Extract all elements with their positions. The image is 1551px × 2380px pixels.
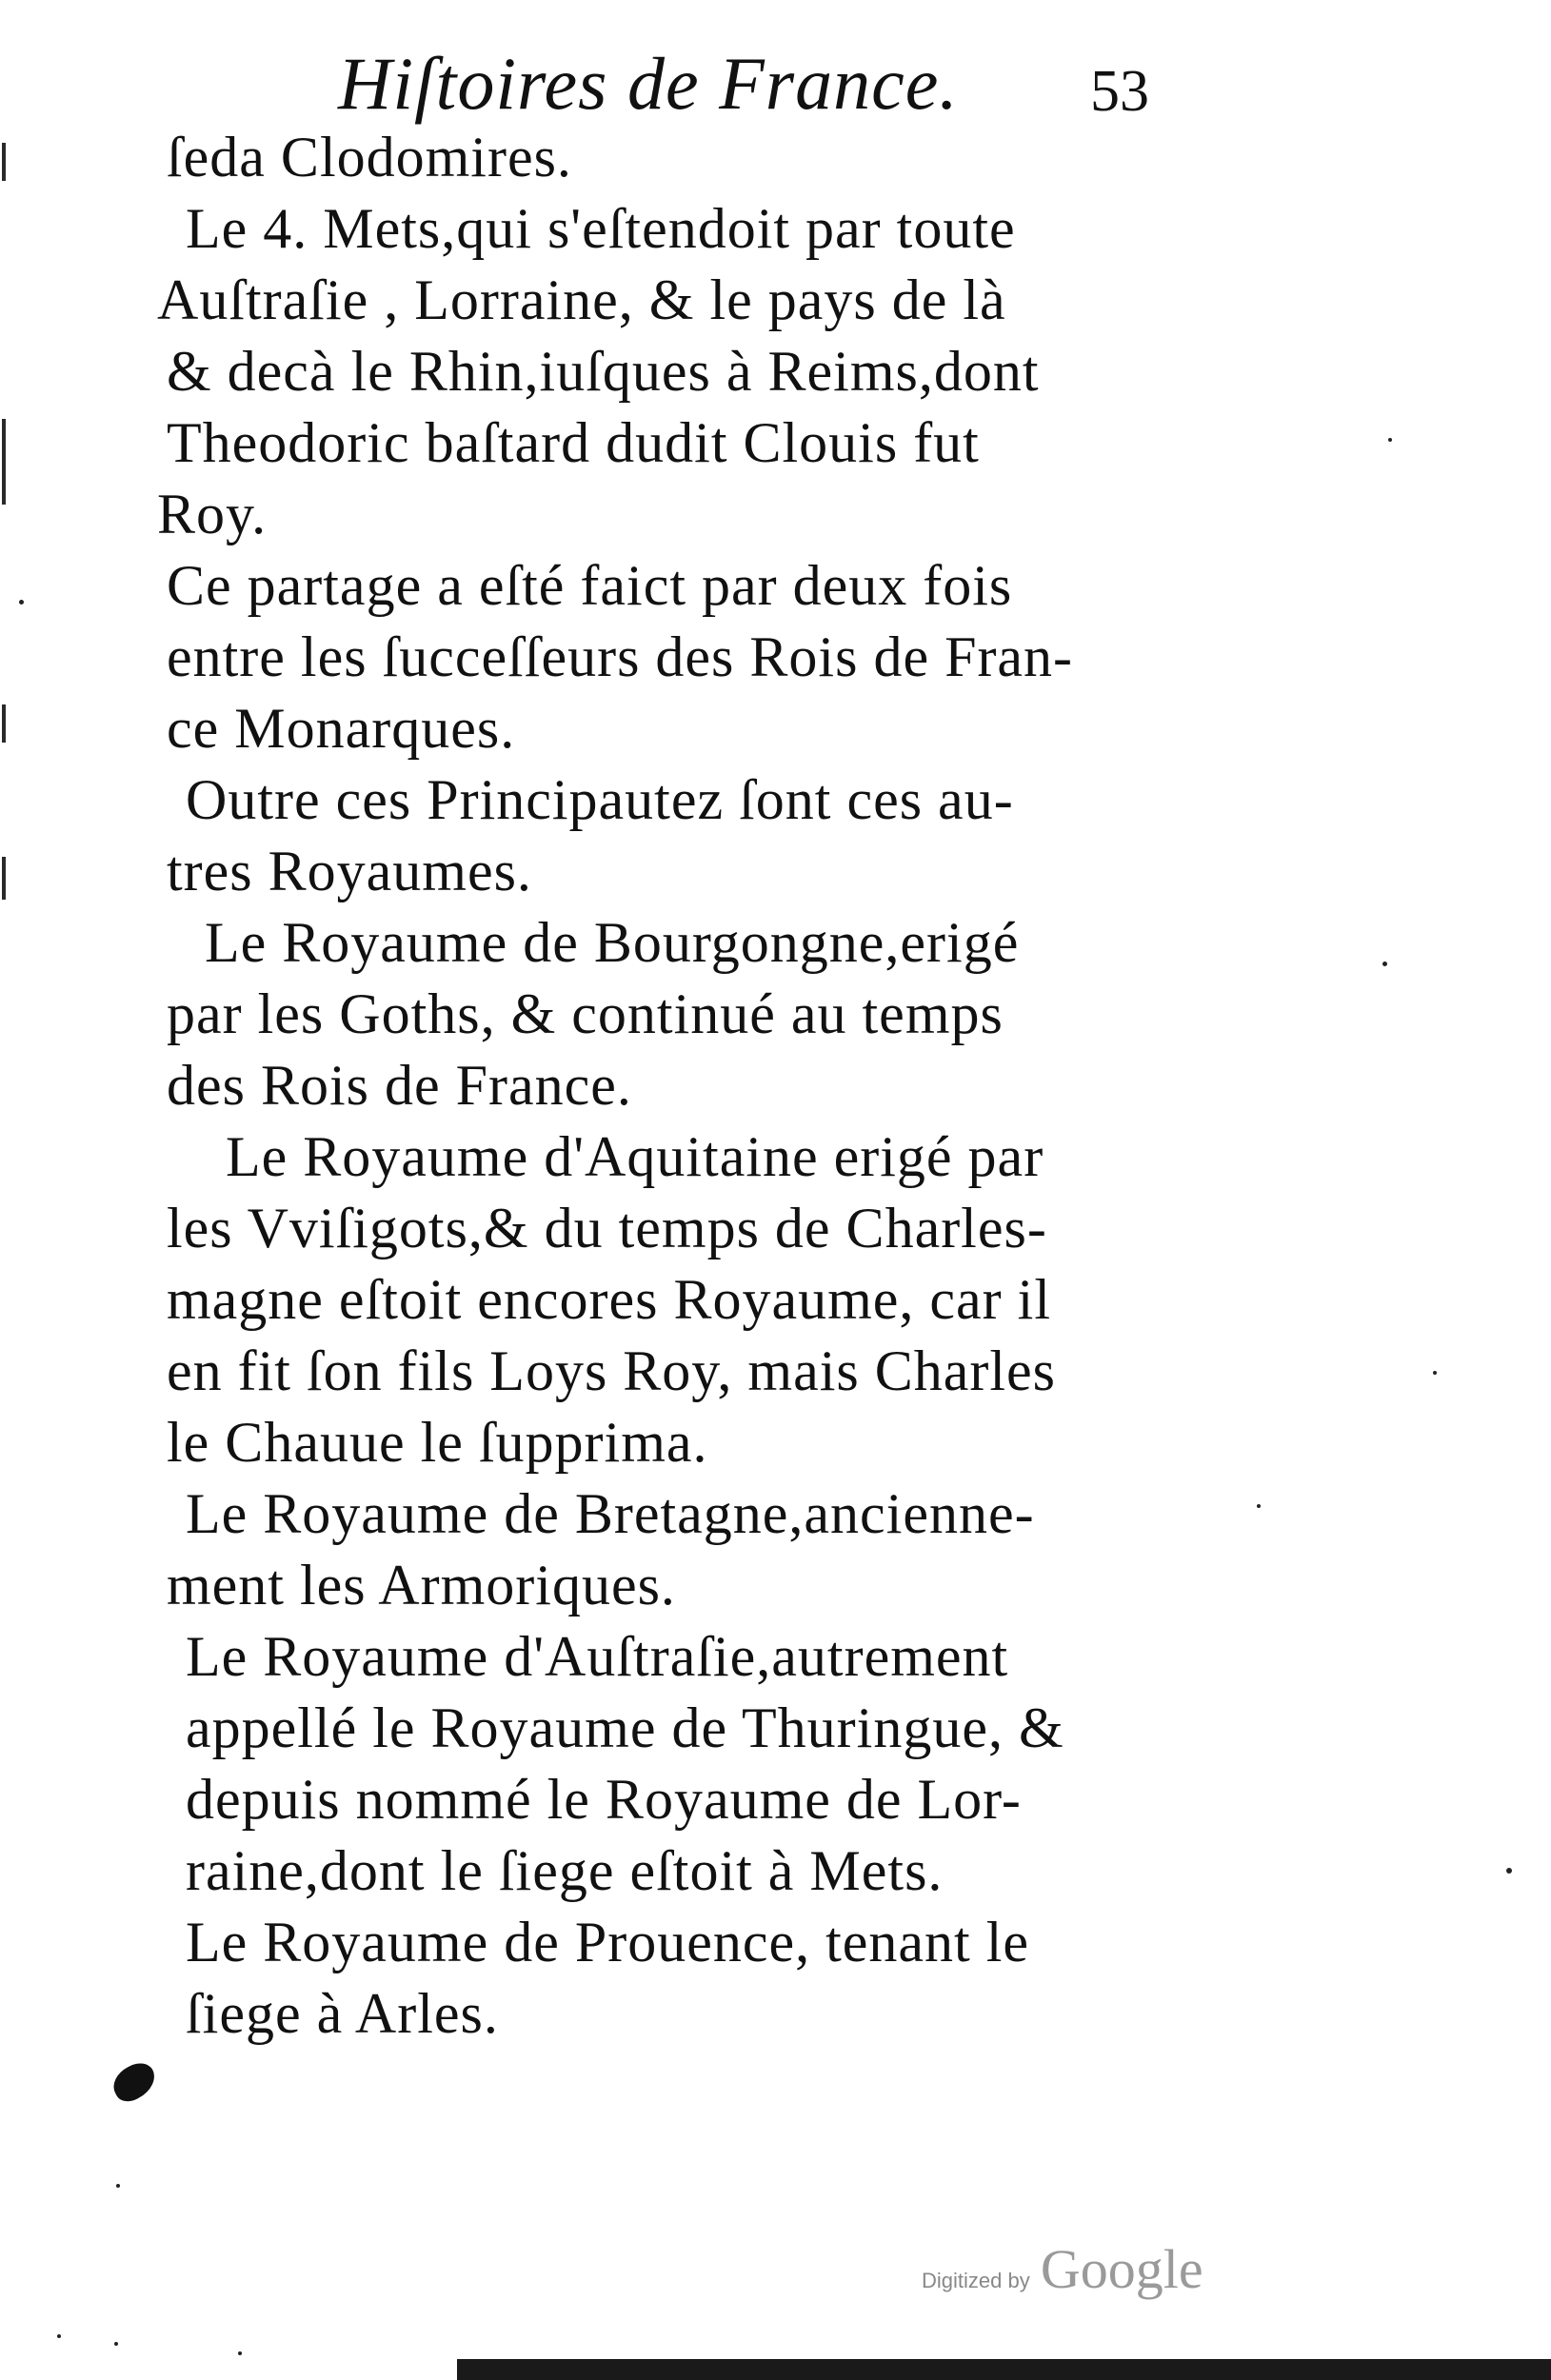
text-line: les Vviſigots,& du temps de Charles- [167,1197,1047,1259]
ink-speck [116,2184,120,2188]
digitized-by-label: Digitized by [922,2269,1030,2292]
page-edge-mark [2,419,6,505]
ink-speck [57,2334,61,2338]
text-line: Auſtraſie , Lorraine, & le pays de là [157,268,1006,331]
ink-blot-mark [108,2057,162,2107]
ink-speck [1388,438,1392,442]
page-bottom-shadow [457,2359,1551,2380]
ink-speck [19,600,24,605]
text-line: ſeda Clodomires. [167,126,572,188]
text-line: Outre ces Principautez ſont ces au- [186,768,1014,831]
running-head [338,36,1214,131]
text-line: le Chauue le ſupprima. [167,1411,708,1474]
text-line: Theodoric baſtard dudit Clouis fut [167,411,980,474]
text-line: Roy. [157,483,268,545]
text-line: entre les ſucceſſeurs des Rois de Fran- [167,625,1074,688]
text-line: & decà le Rhin,iuſques à Reims,dont [167,340,1040,403]
text-line: depuis nommé le Royaume de Lor- [186,1768,1022,1831]
text-line: ſiege à Arles. [186,1982,499,2045]
text-line: Le Royaume d'Aquitaine erigé par [226,1125,1044,1188]
ink-speck [114,2342,118,2346]
google-logo-text: Google [1040,2238,1203,2300]
page-edge-mark [2,143,6,181]
text-line: ce Monarques. [167,697,516,760]
body-text [157,122,1214,2050]
text-line: ment les Armoriques. [167,1554,676,1616]
text-line: Le Royaume de Bretagne,ancienne- [186,1482,1035,1545]
text-line: Le Royaume d'Auſtraſie,autrement [186,1625,1009,1688]
page-edge-mark [2,857,6,900]
text-line: Le Royaume de Bourgongne,erigé [205,911,1020,974]
text-line: par les Goths, & continué au temps [167,982,1004,1045]
running-title: Hiſtoires de France. [338,42,959,125]
text-line: Ce partage a eſté faict par deux fois [167,554,1013,617]
text-line: Le 4. Mets,qui s'eſtendoit par toute [186,197,1016,260]
ink-speck [1433,1371,1437,1375]
ink-speck [1257,1504,1261,1508]
ink-speck [238,2351,242,2355]
text-line: en fit ſon fils Loys Roy, mais Charles [167,1339,1057,1402]
text-line: appellé le Royaume de Thuringue, & [186,1696,1064,1759]
page-number: 53 [1090,59,1149,124]
digitized-by-google-watermark [922,2237,1203,2304]
text-line: tres Royaumes. [167,840,532,902]
text-line: des Rois de France. [167,1054,632,1117]
ink-speck [1506,1868,1512,1874]
text-line: magne eſtoit encores Royaume, car il [167,1268,1051,1331]
text-line: raine,dont le ſiege eſtoit à Mets. [186,1839,944,1902]
page-edge-mark [2,704,6,743]
text-line: Le Royaume de Prouence, tenant le [186,1911,1030,1973]
ink-speck [1382,962,1387,966]
